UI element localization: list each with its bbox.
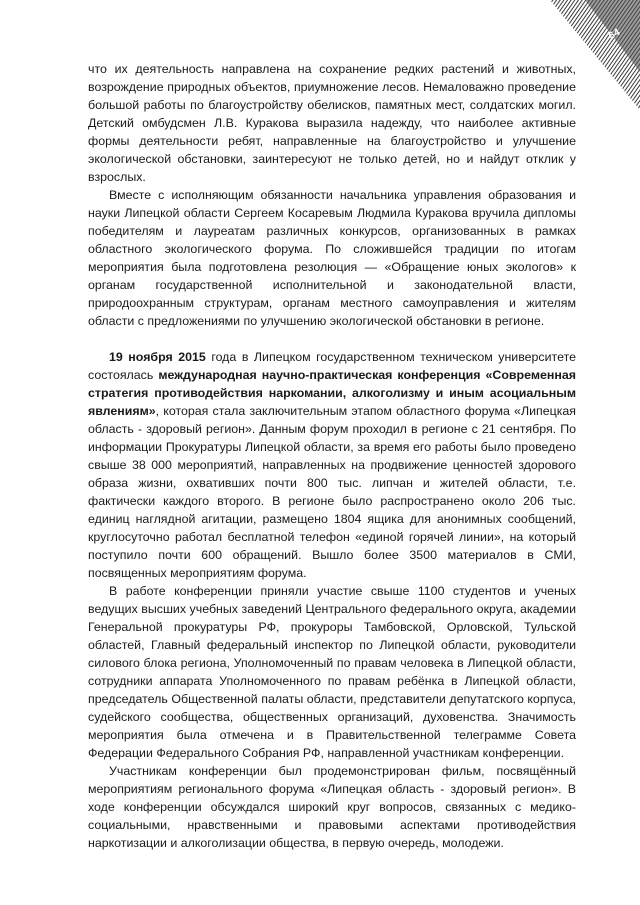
body-text xyxy=(88,60,576,852)
paragraph-4: В работе конференции приняли участие свыше 1100 студентов и ученых ведущих высших учебных заведений Центрального федерального округа, академии Генеральной прокуратуры РФ, прокуроры Тамбовской, Орловской, Тульской областей, Главный федеральный инспектор по Липецкой области, руководители силового блока региона, Уполномоченный по правам человека в Липецкой области, сотрудники аппарата Уполномоченного по правам ребёнка в Липецкой области, председатель Общественной палаты области, представители депутатского корпуса, судейского сообщества, общественных организаций, духовенства. Значимость мероприятия была отмечена и в Правительственной телеграмме Совета Федерации Федерального Собрания РФ, направленной участникам конференции. xyxy=(88,584,576,760)
paragraph-3-text-2: , которая стала заключительным этапом областного форума «Липецкая область - здоровый регион». Данным форум проходил в регионе с 21 сентября. По информации Прокуратуры Липецкой области, за время его работы было проведено свыше 38 000 мероприятий, направленных на продвижение ценностей здорового образа жизни, охвативших почти 800 тыс. липчан и жителей области, т.е. фактически каждого второго. В регионе было распространено около 206 тыс. единиц наглядной агитации, размещено 1804 ящика для анонимных сообщений, круглосуточно работал бесплатной телефон «единой горячей линии», на который поступило почти 600 обращений. Вышло более 3500 материалов в СМИ, посвященных мероприятиям форума. xyxy=(88,404,576,580)
conference-title: международная научно-практическая конференция «Современная стратегия противодействия наркомании, алкоголизму и иным асоциальным явлениям» xyxy=(88,368,576,418)
paragraph-1: что их деятельность направлена на сохранение редких растений и животных, возрождение природных объектов, приумножение лесов. Немаловажно проведение большой работы по благоустройству обелисков, памятных мест, солдатских могил. Детский омбудсмен Л.В. Куракова выразила надежду, что наиболее активные формы деятельности ребят, направленные на благоустройство и улучшение экологической обстановки, заинтересуют не только детей, но и найдут отклик у взрослых. xyxy=(88,62,576,184)
event-date: 19 ноября 2015 xyxy=(109,350,206,364)
paragraph-3 xyxy=(88,348,576,582)
paragraph-5: Участникам конференции был продемонстрирован фильм, посвящённый мероприятиям регионального форума «Липецкая область - здоровый регион». В ходе конференции обсуждался широкий круг вопросов, связанных с медико-социальными, нравственными и правовыми аспектами противодействия наркотизации и алкоголизации общества, в первую очередь, молодежи. xyxy=(88,764,576,850)
paragraph-gap xyxy=(88,330,576,348)
paragraph-3-text-1: года в Липецком государственном техническом университете состоялась xyxy=(88,350,576,382)
paragraph-2: Вместе с исполняющим обязанности начальника управления образования и науки Липецкой области Сергеем Косаревым Людмила Куракова вручила дипломы победителям и лауреатам различных конкурсов, организованных в рамках областного экологического форума. По сложившейся традиции по итогам мероприятия была подготовлена резолюция — «Обращение юных экологов» к органам государственной исполнительной и законодательной власти, природоохранным структурам, органам местного самоуправления и жителям области с предложениями по улучшению экологической обстановки в регионе. xyxy=(88,188,576,328)
page-number: 64 xyxy=(606,26,623,43)
